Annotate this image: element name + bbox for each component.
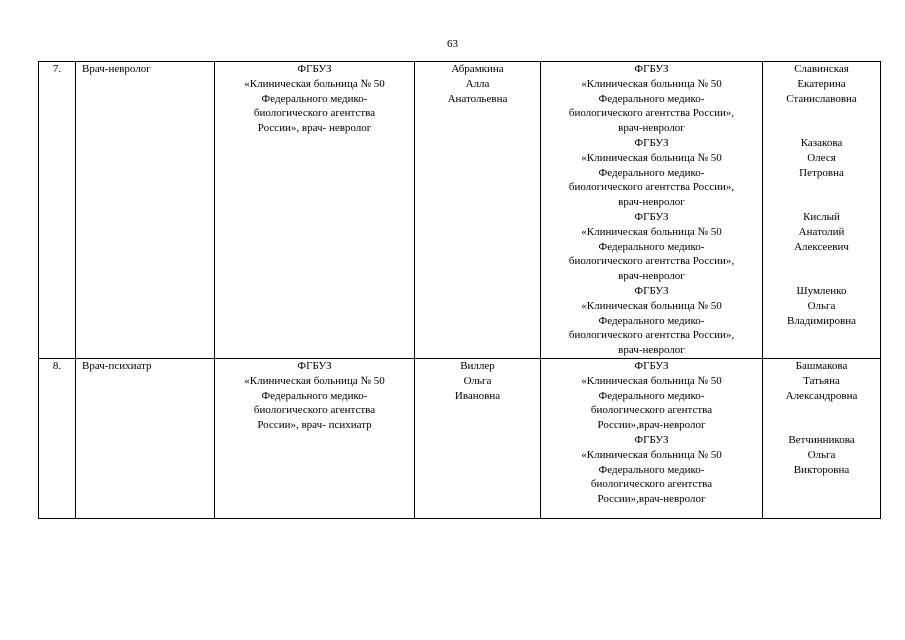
table-row — [39, 358, 881, 518]
org-line: «Клиническая больница № 50 — [581, 374, 722, 387]
org-line: врач-невролог — [618, 122, 685, 135]
person-line: Владимировна — [786, 314, 856, 327]
specialty: Врач-невролог — [82, 63, 151, 75]
org-line: врач-невролог — [618, 344, 685, 357]
org-line: ФГБУЗ — [634, 63, 669, 75]
mentor-block — [767, 433, 876, 477]
mentor-org-block — [545, 136, 758, 210]
org-line: биологического агентства России», — [568, 181, 735, 194]
org-line: Федерального медико- — [598, 240, 705, 253]
person-line: Екатерина — [797, 77, 846, 90]
person-line: Анатольевна — [447, 92, 508, 105]
person-line: Алла — [465, 77, 490, 90]
person-line: Ольга — [807, 448, 836, 461]
person-line: Олеся — [807, 151, 836, 164]
person-line: Алексеевич — [794, 240, 849, 253]
org-line: «Клиническая больница № 50 — [244, 77, 385, 90]
org-line: биологического агентства — [590, 404, 713, 417]
mentors-cell — [763, 358, 881, 518]
organization-cell — [215, 62, 415, 359]
mentor-block — [767, 210, 876, 284]
org-line: биологического агентства — [253, 404, 376, 417]
org-line: России», врач- психиатр — [257, 419, 372, 432]
mentor-organizations-cell — [541, 62, 763, 359]
person-line: Казакова — [800, 137, 843, 149]
row-number: 7. — [52, 63, 62, 75]
person-cell — [415, 358, 541, 518]
person-line: Ольга — [463, 374, 492, 387]
org-line: «Клиническая больница № 50 — [581, 448, 722, 461]
org-line: «Клиническая больница № 50 — [581, 77, 722, 90]
row-number-cell — [39, 358, 76, 518]
org-line: ФГБУЗ — [297, 63, 332, 75]
person-line: Александровна — [785, 389, 858, 402]
person-line: Викторовна — [793, 463, 850, 476]
org-line: Федерального медико- — [598, 389, 705, 402]
person-line: Петровна — [799, 166, 844, 179]
person-line: Ольга — [807, 299, 836, 312]
org-line: России», врач- невролог — [257, 122, 372, 135]
org-line: биологического агентства — [590, 478, 713, 491]
org-line: биологического агентства России», — [568, 255, 735, 268]
person-line: Башмакова — [795, 359, 848, 372]
org-line: ФГБУЗ — [297, 359, 332, 372]
mentors-cell — [763, 62, 881, 359]
org-line: ФГБУЗ — [634, 284, 669, 297]
org-line: «Клиническая больница № 50 — [244, 374, 385, 387]
specialists-table — [38, 61, 881, 519]
person-line: Ивановна — [454, 389, 501, 402]
org-line: ФГБУЗ — [634, 210, 669, 223]
mentor-org-block — [545, 62, 758, 136]
person-line: Славинская — [794, 63, 849, 75]
mentor-block — [767, 136, 876, 210]
mentor-org-block — [545, 284, 758, 358]
org-line: Федерального медико- — [261, 92, 368, 105]
row-number: 8. — [52, 359, 62, 372]
specialty-cell — [76, 358, 215, 518]
person-line: Татьяна — [803, 374, 840, 387]
organization-cell — [215, 358, 415, 518]
person-line: Абрамкина — [451, 63, 504, 75]
org-line: России»,врач-невролог — [597, 493, 706, 506]
org-line: Федерального медико- — [598, 92, 705, 105]
org-line: ФГБУЗ — [634, 433, 669, 446]
mentor-block — [767, 62, 876, 136]
specialty-cell — [76, 62, 215, 359]
org-line: Федерального медико- — [598, 166, 705, 179]
org-line: России»,врач-невролог — [597, 419, 706, 432]
mentor-block — [767, 284, 876, 328]
org-line: биологического агентства — [253, 107, 376, 120]
mentor-organizations-cell — [541, 358, 763, 518]
person-line: Станиславовна — [786, 92, 857, 105]
org-line: врач-невролог — [618, 196, 685, 209]
person-line: Кислый — [803, 211, 840, 223]
org-line: ФГБУЗ — [634, 136, 669, 149]
mentor-org-block — [545, 359, 758, 433]
person-line: Шумленко — [796, 285, 847, 297]
person-line: Анатолий — [798, 225, 845, 238]
org-line: врач-невролог — [618, 270, 685, 283]
row-number-cell — [39, 62, 76, 359]
person-line: Ветчинникова — [788, 433, 855, 446]
org-line: «Клиническая больница № 50 — [581, 225, 722, 238]
mentor-block — [767, 359, 876, 433]
org-line: биологического агентства России», — [568, 329, 735, 342]
person-cell — [415, 62, 541, 359]
mentor-org-block — [545, 433, 758, 507]
org-line: Федерального медико- — [598, 463, 705, 476]
org-line: Федерального медико- — [598, 314, 705, 327]
org-line: Федерального медико- — [261, 389, 368, 402]
specialty: Врач-психиатр — [82, 359, 152, 372]
org-line: «Клиническая больница № 50 — [581, 151, 722, 164]
org-line: биологического агентства России», — [568, 107, 735, 120]
org-line: «Клиническая больница № 50 — [581, 299, 722, 312]
mentor-org-block — [545, 210, 758, 284]
table-row — [39, 62, 881, 359]
person-line: Виллер — [460, 359, 495, 372]
page-number: 63 — [447, 38, 458, 50]
org-line: ФГБУЗ — [634, 359, 669, 372]
